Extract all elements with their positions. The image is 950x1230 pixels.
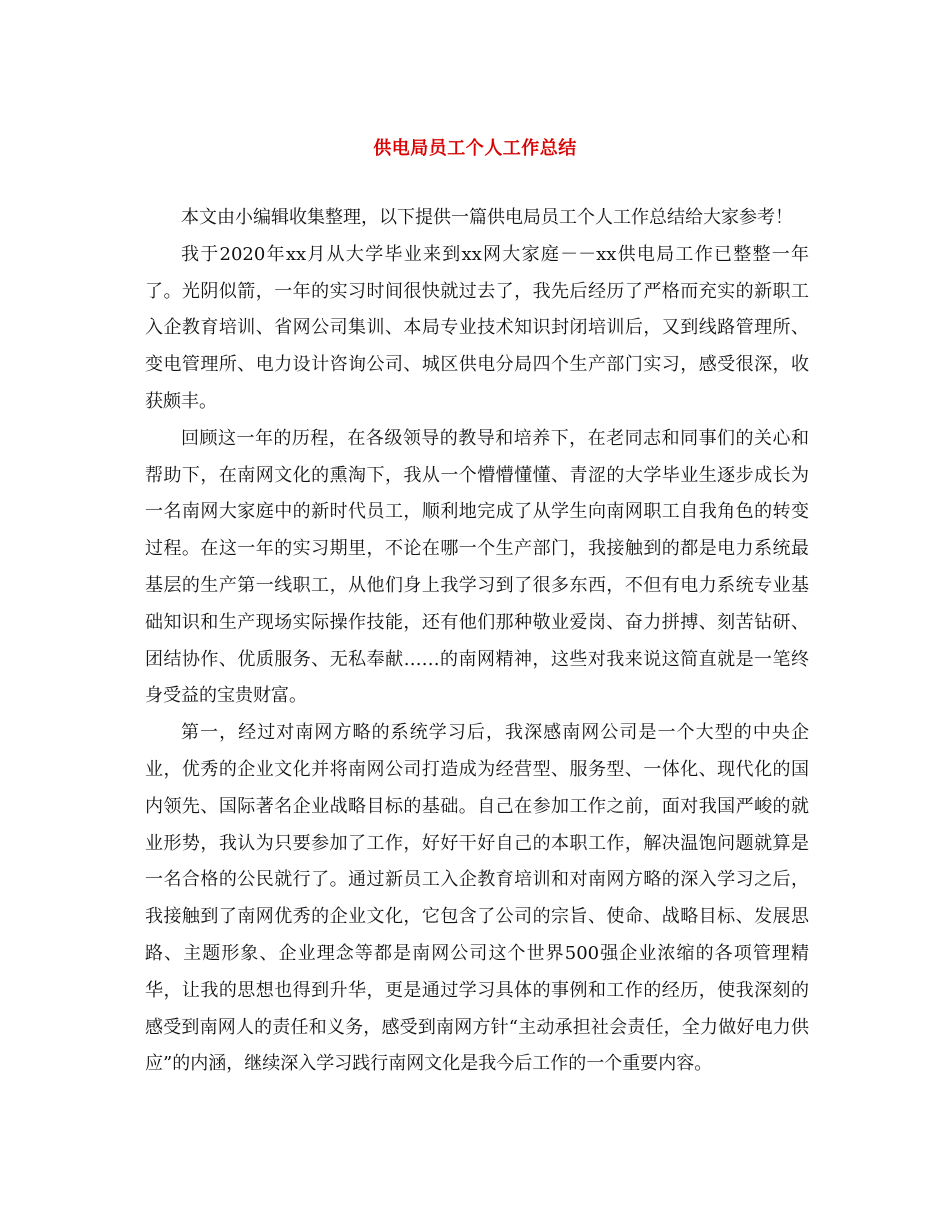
paragraph-2: 回顾这一年的历程，在各级领导的教导和培养下，在老同志和同事们的关心和帮助下，在南网文化的熏淘下，我从一个懵懵懂懂、青涩的大学毕业生逐步成长为一名南网大家庭中的新时代员工，顺利地完成了从学生向南网职工自我角色的转变过程。在这一年的实习期里，不论在哪一个生产部门，我接触到的都是电力系统最基层的生产第一线职工，从他们身上我学习到了很多东西，不但有电力系统专业基础知识和生产现场实际操作技能，还有他们那种敬业爱岗、奋力拼搏、刻苦钻研、团结协作、优质服务、无私奉献……的南网精神，这些对我来说这简直就是一笔终身受益的宝贵财富。 [145, 427, 809, 707]
document-body [145, 200, 809, 1083]
paragraph-3: 第一，经过对南网方略的系统学习后，我深感南网公司是一个大型的中央企业，优秀的企业文化并将南网公司打造成为经营型、服务型、一体化、现代化的国内领先、国际著名企业战略目标的基础。自己在参加工作之前，面对我国严峻的就业形势，我认为只要参加了工作，好好干好自己的本职工作，解决温饱问题就算是一名合格的公民就行了。通过新员工入企教育培训和对南网方略的深入学习之后，我接触到了南网优秀的企业文化，它包含了公司的宗旨、使命、战略目标、发展思路、主题形象、企业理念等都是南网公司这个世界500强企业浓缩的各项管理精华，让我的思想也得到升华，更是通过学习具体的事例和工作的经历，使我深刻的感受到南网人的责任和义务，感受到南网方针“主动承担社会责任，全力做好电力供应”的内涵，继续深入学习践行南网文化是我今后工作的一个重要内容。 [145, 722, 809, 1075]
document-title: 供电局员工个人工作总结 [373, 138, 577, 159]
paragraph-1: 我于2020年xx月从大学毕业来到xx网大家庭－－xx供电局工作已整整一年了。光阴似箭，一年的实习时间很快就过去了，我先后经历了严格而充实的新职工入企教育培训、省网公司集训、本局专业技术知识封闭培训后，又到线路管理所、变电管理所、电力设计咨询公司、城区供电分局四个生产部门实习，感受很深，收获颇丰。 [145, 243, 809, 412]
paragraph-intro: 本文由小编辑收集整理，以下提供一篇供电局员工个人工作总结给大家参考！ [181, 207, 793, 228]
